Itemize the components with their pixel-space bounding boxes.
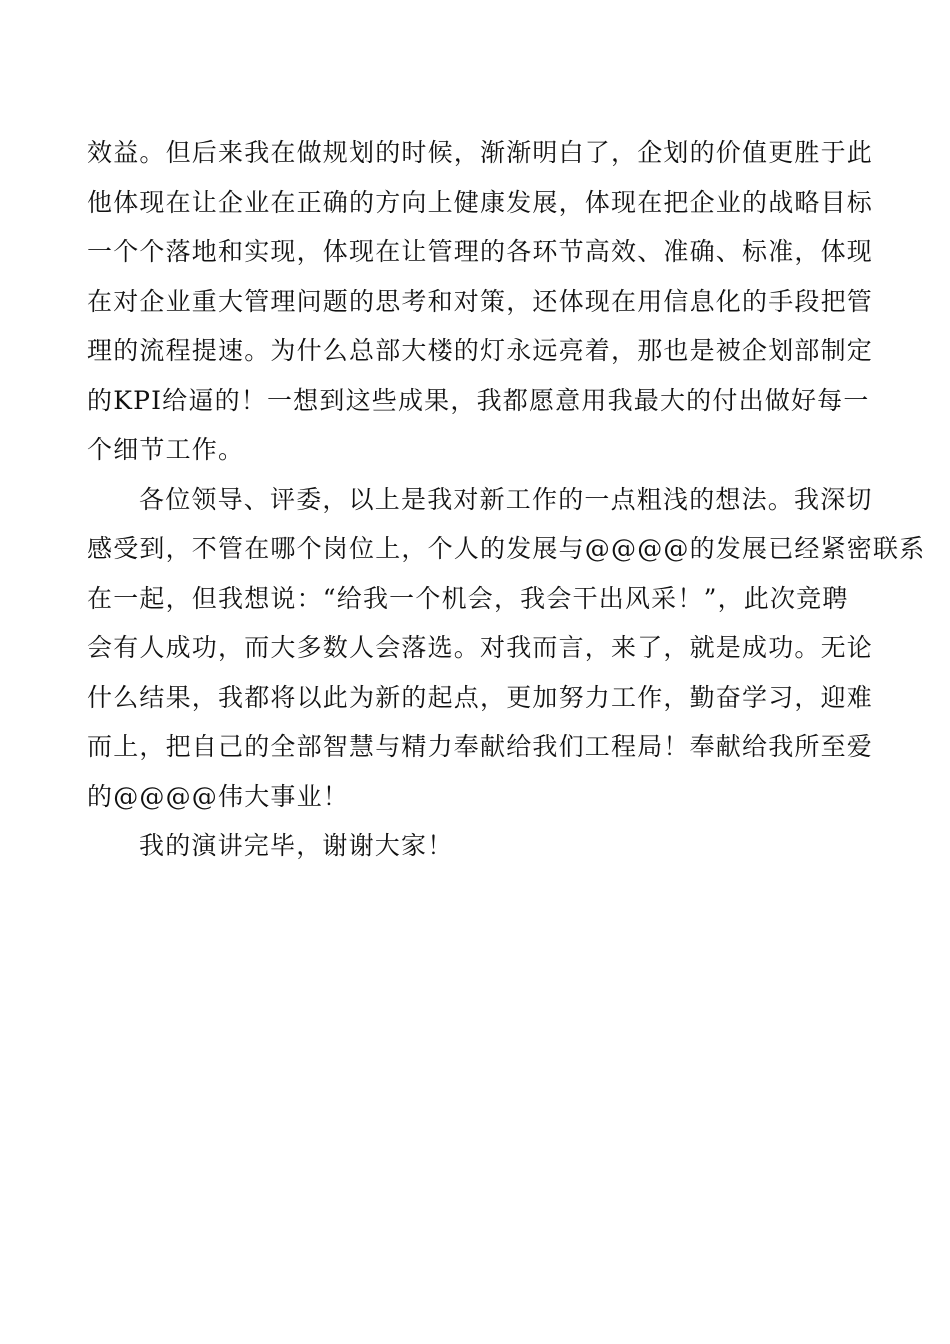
text-line: 各位领导、评委，以上是我对新工作的一点粗浅的想法。我深切 <box>139 484 873 514</box>
text-line: 他体现在让企业在正确的方向上健康发展，体现在把企业的战略目标 <box>87 187 874 217</box>
text-line: 而上，把自己的全部智慧与精力奉献给我们工程局！奉献给我所至爱 <box>87 732 874 761</box>
text-line: 的@@@@伟大事业！ <box>87 781 350 811</box>
text-line: 效益。但后来我在做规划的时候，渐渐明白了，企划的价值更胜于此 <box>87 138 874 167</box>
text-line: 什么结果，我都将以此为新的起点，更加努力工作，勤奋学习，迎难 <box>87 682 874 712</box>
text-line: 会有人成功，而大多数人会落选。对我而言，来了，就是成功。无论 <box>87 633 874 662</box>
body-text <box>87 128 926 871</box>
text-line: 理的流程提速。为什么总部大楼的灯永远亮着，那也是被企划部制定 <box>87 336 874 365</box>
text-line: 我的演讲完毕，谢谢大家！ <box>139 831 454 860</box>
text-line: 的KPI给逼的！一想到这些成果，我都愿意用我最大的付出做好每一 <box>87 385 870 415</box>
text-line: 一个个落地和实现，体现在让管理的各环节高效、准确、标准，体现 <box>87 237 874 266</box>
text-line: 在对企业重大管理问题的思考和对策，还体现在用信息化的手段把管 <box>87 286 874 316</box>
text-line: 在一起，但我想说：“给我一个机会，我会干出风采！”，此次竞聘 <box>87 583 849 613</box>
text-line: 感受到，不管在哪个岗位上，个人的发展与@@@@的发展已经紧密联系 <box>87 534 926 563</box>
text-line: 个细节工作。 <box>87 435 245 464</box>
